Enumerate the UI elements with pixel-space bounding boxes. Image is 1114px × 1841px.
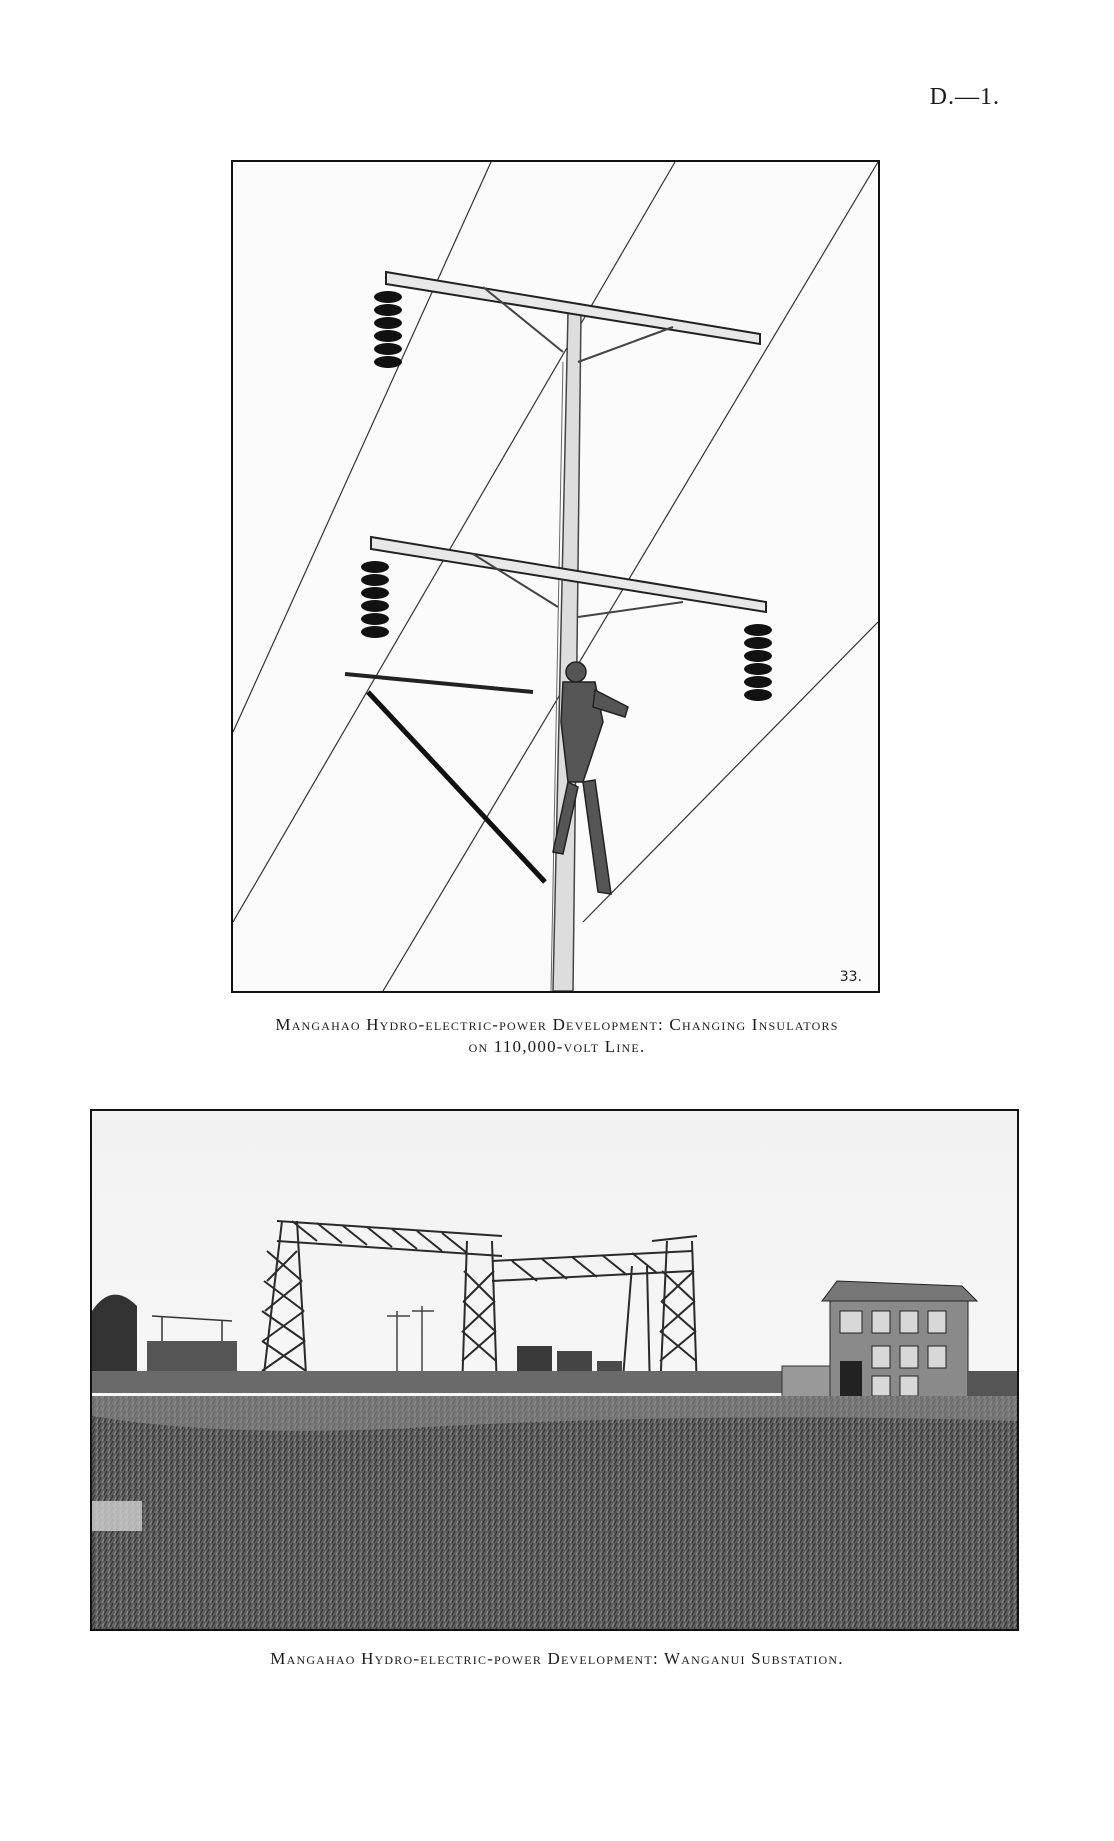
plate-number: 33.	[839, 969, 862, 985]
caption-bottom: Mangahao Hydro-electric-power Development: Wanganui Substation.	[270, 1649, 844, 1668]
caption-top-line2: on 110,000-volt Line.	[468, 1037, 646, 1056]
page-reference: D.—1.	[929, 84, 1000, 110]
photo-wanganui-substation	[90, 1109, 1019, 1631]
photo-changing-insulators	[231, 160, 880, 993]
caption-top-line1: Mangahao Hydro-electric-power Development: Changing Insulators	[275, 1015, 839, 1034]
caption-top	[0, 1014, 1114, 1058]
